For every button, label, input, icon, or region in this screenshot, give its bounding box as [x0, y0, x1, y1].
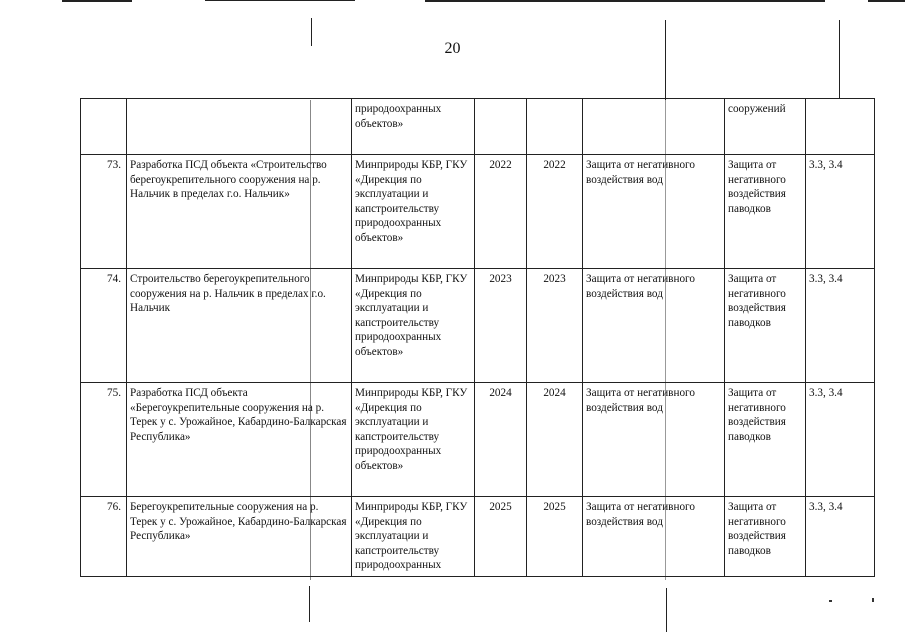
cell-ref: [806, 99, 875, 155]
scan-top-line-left: [62, 0, 132, 2]
table-row: [81, 383, 875, 497]
cell-year-end: 2023: [527, 269, 583, 383]
cell-year-end: 2022: [527, 155, 583, 269]
table-row: [81, 269, 875, 383]
cell-name: Разработка ПСД объекта «Берегоукрепительные сооружения на р. Терек у с. Урожайное, Кабардино-Балкарская Республика»: [127, 383, 352, 497]
cell-num: [81, 99, 127, 155]
cell-goal: Защита от негативного воздействия вод: [583, 497, 725, 577]
cell-executor: Минприроды КБР, ГКУ «Дирекция по эксплуатации и капстроительству природоохранных объектов»: [352, 155, 475, 269]
cell-goal: Защита от негативного воздействия вод: [583, 269, 725, 383]
cell-num: 76.: [81, 497, 127, 577]
cell-num: 75.: [81, 383, 127, 497]
cell-executor: Минприроды КБР, ГКУ «Дирекция по эксплуатации и капстроительству природоохранных объектов»: [352, 383, 475, 497]
cell-executor: Минприроды КБР, ГКУ «Дирекция по эксплуатации и капстроительству природоохранных: [352, 497, 475, 577]
cell-year-start: [475, 99, 527, 155]
cell-name: Берегоукрепительные сооружения на р. Терек у с. Урожайное, Кабардино-Балкарская Республика»: [127, 497, 352, 577]
cell-name: Разработка ПСД объекта «Строительство берегоукрепительного сооружения на р. Нальчик в пределах г.о. Нальчик»: [127, 155, 352, 269]
cell-year-end: 2024: [527, 383, 583, 497]
cell-year-start: 2024: [475, 383, 527, 497]
cell-goal: Защита от негативного воздействия вод: [583, 383, 725, 497]
scan-top-line-mid: [205, 0, 355, 1]
cell-name: Строительство берегоукрепительного сооружения на р. Нальчик в пределах г.о. Нальчик: [127, 269, 352, 383]
scan-vertical-far-right: [839, 20, 840, 98]
page-number: 20: [444, 40, 461, 57]
cell-year-end: [527, 99, 583, 155]
table-row: [81, 155, 875, 269]
cell-result: Защита от негативного воздействия паводков: [725, 269, 806, 383]
measures-table: [80, 98, 875, 577]
cell-executor: природоохранных объектов»: [352, 99, 475, 155]
cell-name: [127, 99, 352, 155]
cell-result: Защита от негативного воздействия паводков: [725, 383, 806, 497]
cell-num: 74.: [81, 269, 127, 383]
cell-ref: 3.3, 3.4: [806, 497, 875, 577]
cell-year-start: 2023: [475, 269, 527, 383]
cell-year-start: 2025: [475, 497, 527, 577]
scan-top-line-right: [425, 0, 825, 2]
cell-executor: Минприроды КБР, ГКУ «Дирекция по эксплуатации и капстроительству природоохранных объектов»: [352, 269, 475, 383]
cell-ref: 3.3, 3.4: [806, 383, 875, 497]
cell-result: Защита от негативного воздействия паводков: [725, 155, 806, 269]
cell-ref: 3.3, 3.4: [806, 269, 875, 383]
scan-speck: [872, 598, 874, 602]
cell-goal: [583, 99, 725, 155]
scan-vertical-right-bottom: [666, 588, 667, 632]
cell-result: сооружений: [725, 99, 806, 155]
scan-top-line-far: [868, 0, 905, 2]
table-row-continuation: [81, 99, 875, 155]
cell-year-end: 2025: [527, 497, 583, 577]
cell-result: Защита от негативного воздействия паводков: [725, 497, 806, 577]
cell-num: 73.: [81, 155, 127, 269]
scan-vertical-left-bottom: [309, 586, 310, 622]
scan-vertical-right-top: [665, 20, 666, 100]
scan-speck: [829, 600, 832, 602]
cell-year-start: 2022: [475, 155, 527, 269]
cell-ref: 3.3, 3.4: [806, 155, 875, 269]
table-row: [81, 497, 875, 577]
cell-goal: Защита от негативного воздействия вод: [583, 155, 725, 269]
